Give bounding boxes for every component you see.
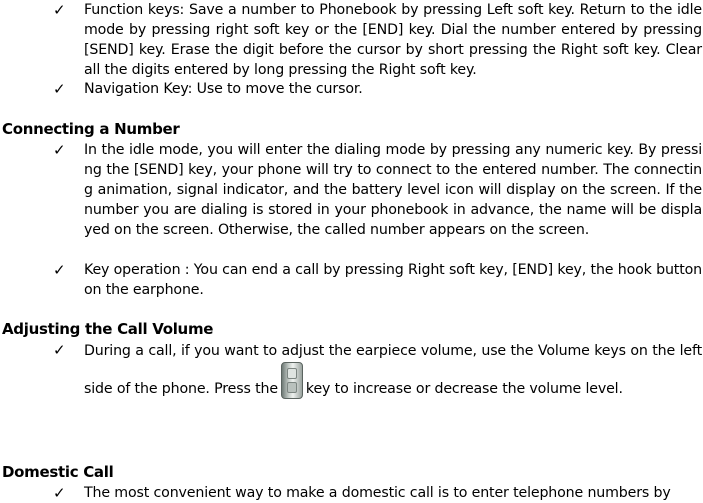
checkmark-icon: ✓ (53, 484, 66, 502)
checkmark-icon: ✓ (53, 261, 66, 279)
section-heading-connecting: Connecting a Number (2, 120, 180, 138)
checkmark-icon: ✓ (53, 80, 66, 98)
paragraph-navigation-key: Navigation Key: Use to move the cursor. (84, 81, 363, 97)
volume-text-before: During a call, if you want to adjust the earpiece volume, use the Volume keys on the left side of the phone. Press the (84, 343, 702, 397)
paragraph-function-keys: Function keys: Save a number to Phonebook by pressing Left soft key. Return to the idle mode by pressing right soft key or the [END] key. Dial the number entered by pressing [SEND] key. Erase the digit before the cursor by short pressing the Right soft key. Clear all the digits entered by long pressing the Right soft key. (84, 2, 702, 78)
volume-text-after: key to increase or decrease the volume level. (305, 381, 623, 397)
checkmark-icon: ✓ (53, 341, 66, 359)
checkmark-icon: ✓ (53, 141, 66, 159)
paragraph-domestic-call: The most convenient way to make a domestic call is to enter telephone numbers by (84, 485, 671, 501)
paragraph-volume (84, 340, 702, 400)
volume-key-icon (281, 362, 303, 399)
checkmark-icon: ✓ (53, 1, 66, 19)
section-heading-domestic: Domestic Call (2, 463, 114, 481)
section-heading-volume: Adjusting the Call Volume (2, 320, 214, 338)
paragraph-idle-mode: In the idle mode, you will enter the dialing mode by pressing any numeric key. By pressing the [SEND] key, your phone will try to connect to the entered number. The connecting animation, signal indicator, and the battery level icon will display on the screen. If the number you are dialing is stored in your phonebook in advance, the name will be displayed on the screen. Otherwise, the called number appears on the screen. (84, 142, 702, 238)
paragraph-key-operation: Key operation : You can end a call by pressing Right soft key, [END] key, the hook button on the earphone. (84, 262, 702, 298)
